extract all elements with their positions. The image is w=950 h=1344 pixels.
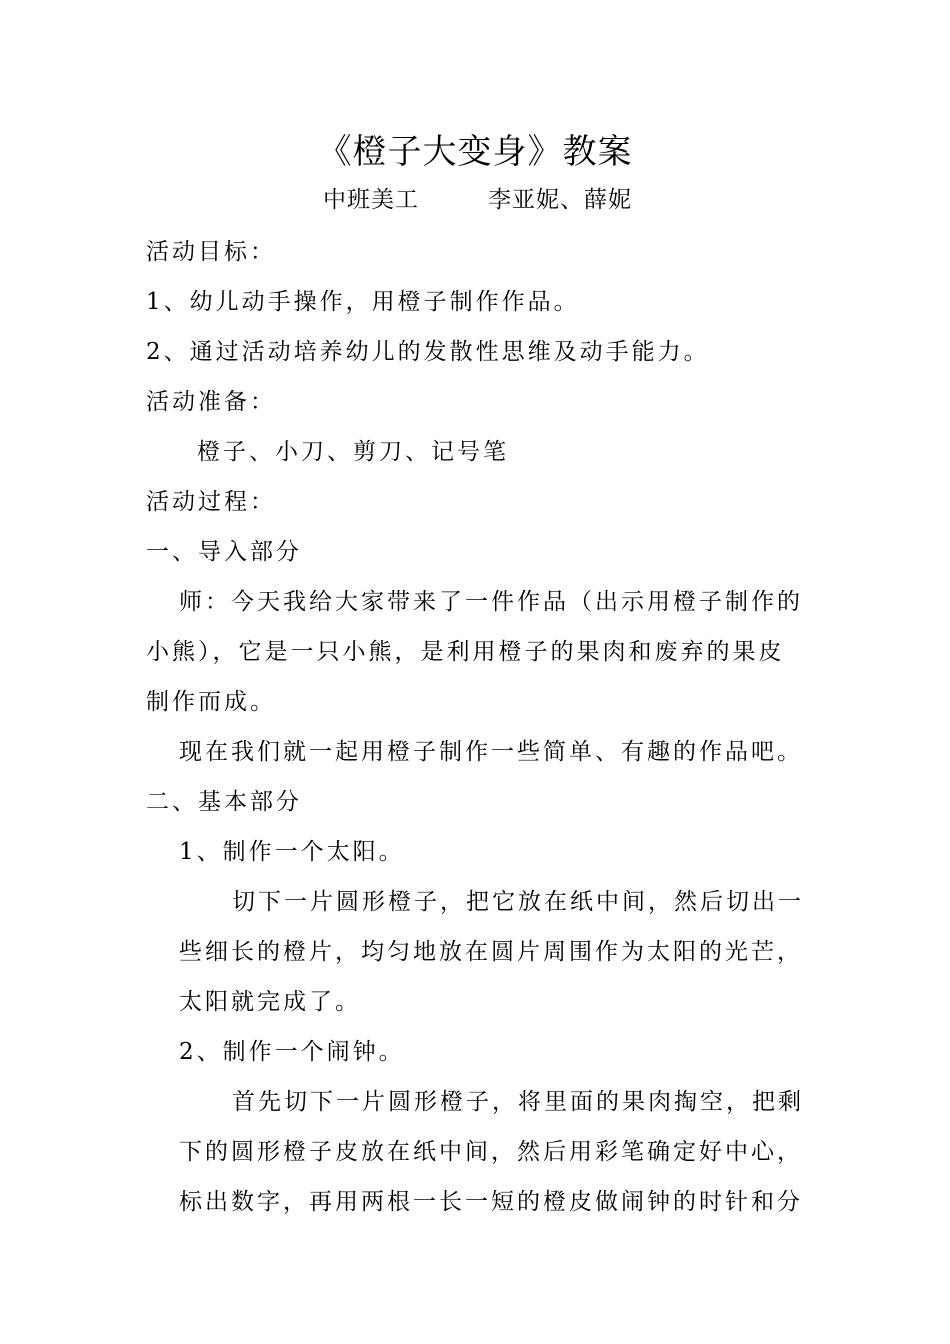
step-heading-clock: 2、制作一个闹钟。 <box>179 1039 405 1065</box>
paragraph-line: 小熊），它是一只小熊，是利用橙子的果肉和废弃的果皮 <box>146 639 785 665</box>
document-title: 《橙子大变身》教案 <box>317 132 633 172</box>
paragraph-line: 制作而成。 <box>146 689 276 715</box>
paragraph-line: 下的圆形橙子皮放在纸中间，然后用彩笔确定好中心， <box>179 1139 803 1165</box>
objective-item: 2、通过活动培养幼儿的发散性思维及动手能力。 <box>146 339 710 365</box>
section-heading-preparation: 活动准备： <box>146 389 276 415</box>
section-heading-objectives: 活动目标： <box>146 239 276 265</box>
objective-item: 1、幼儿动手操作，用橙子制作作品。 <box>146 289 580 315</box>
paragraph-line: 现在我们就一起用橙子制作一些简单、有趣的作品吧。 <box>179 739 803 765</box>
step-heading-sun: 1、制作一个太阳。 <box>179 839 405 865</box>
section-heading-process: 活动过程： <box>146 489 276 515</box>
paragraph-line: 师：今天我给大家带来了一件作品（出示用橙子制作的 <box>179 589 803 615</box>
part-heading-intro: 一、导入部分 <box>146 539 302 565</box>
part-heading-basic: 二、基本部分 <box>146 789 302 815</box>
paragraph-line: 太阳就完成了。 <box>179 989 361 1015</box>
materials-list: 橙子、小刀、剪刀、记号笔 <box>197 439 509 465</box>
class-subject-label: 中班美工 <box>323 187 419 213</box>
authors-label: 李亚妮、薛妮 <box>488 187 632 213</box>
paragraph-line: 些细长的橙片，均匀地放在圆片周围作为太阳的光芒， <box>179 939 803 965</box>
paragraph-line: 首先切下一片圆形橙子，将里面的果肉掏空，把剩 <box>232 1089 804 1115</box>
paragraph-line: 切下一片圆形橙子，把它放在纸中间，然后切出一 <box>232 889 804 915</box>
paragraph-line: 标出数字，再用两根一长一短的橙皮做闹钟的时针和分 <box>179 1189 803 1215</box>
